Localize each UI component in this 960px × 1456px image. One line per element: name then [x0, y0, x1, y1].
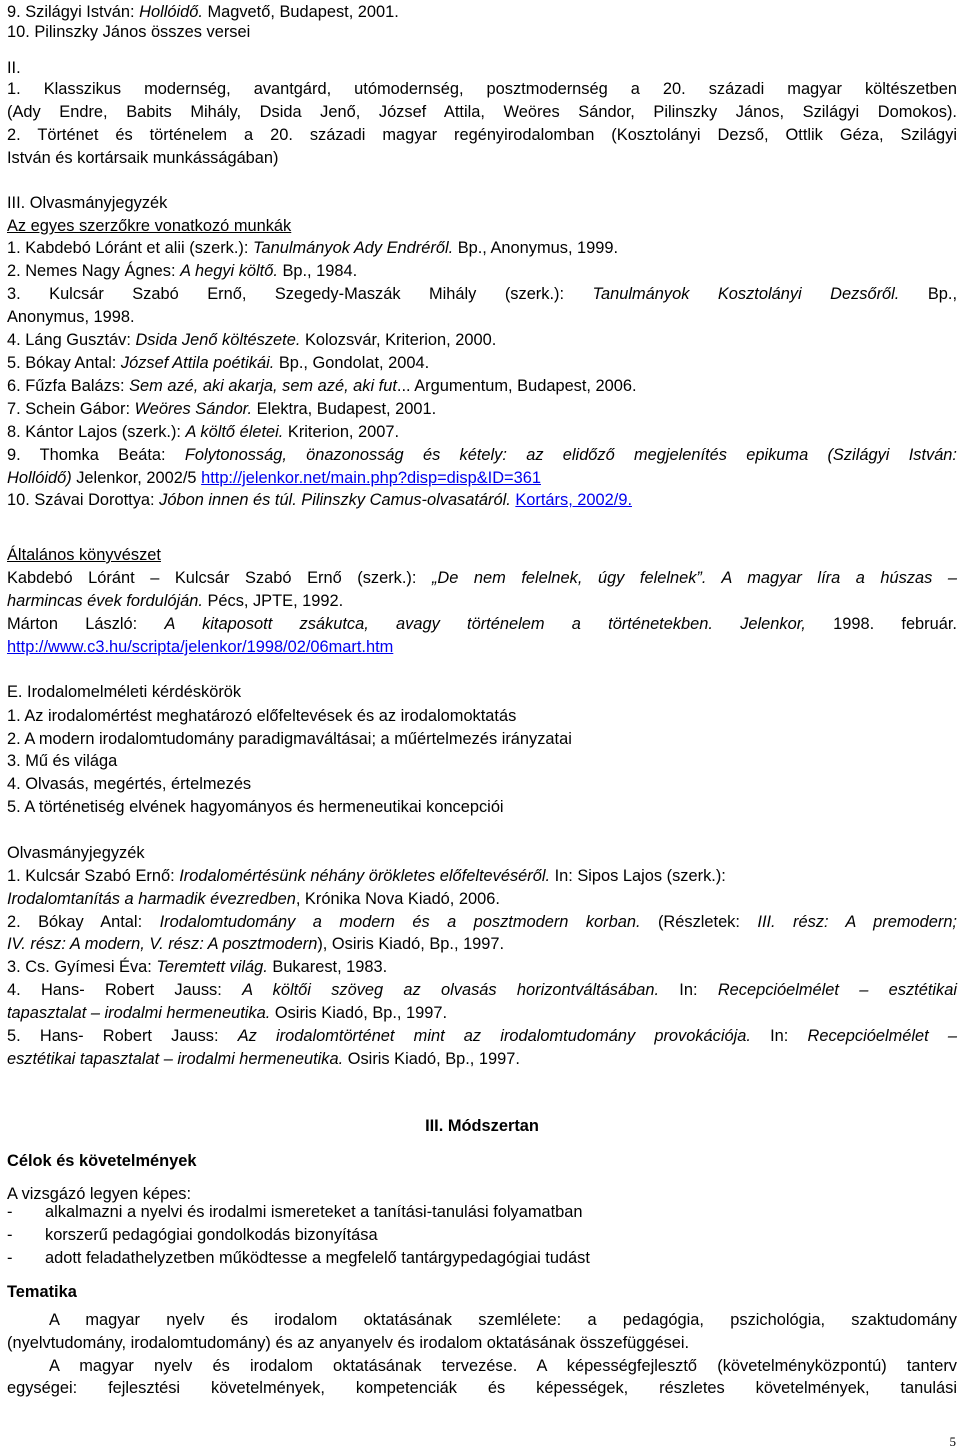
section-heading: Olvasmányjegyzék: [7, 844, 145, 862]
list-item: 6. Fűzfa Balázs: Sem azé, aki akarja, sem azé, aki fut... Argumentum, Budapest, 2006.: [7, 377, 637, 395]
list-item: 1. Kabdebó Lóránt et alii (szerk.): Tanulmányok Ady Endréről. Bp., Anonymus, 1999.: [7, 239, 619, 257]
paragraph-line: Kabdebó Lóránt – Kulcsár Szabó Ernő (szerk.): „De nem felelnek, úgy felelnek”. A magyar líra a húszas –: [7, 569, 957, 587]
section-heading: Általános könyvészet: [7, 546, 161, 564]
list-item: 4. Hans- Robert Jauss: A költői szöveg az olvasás horizontváltásában. In: Recepcióelmélet – esztétikai: [7, 981, 957, 999]
paragraph-line: István és kortársaik munkásságában): [7, 149, 279, 167]
paragraph-line: Márton László: A kitaposott zsákutca, avagy történelem a történetekben. Jelenkor, 1998. február.: [7, 615, 957, 633]
paragraph-line: A magyar nyelv és irodalom oktatásának tervezése. A képességfejlesztő (követelményközpontú) tanterv: [49, 1357, 957, 1375]
intro-text: A vizsgázó legyen képes:: [7, 1185, 192, 1203]
list-item: 10. Szávai Dorottya: Jóbon innen és túl. Pilinszky Camus-olvasatáról. Kortárs, 2002/9.: [7, 491, 632, 509]
list-item: 9. Thomka Beáta: Folytonosság, önazonosság és kétely: az elidőző megjelenítés epikuma (Szilágyi István:: [7, 446, 957, 464]
paragraph-line: (Ady Endre, Babits Mihály, Dsida Jenő, József Attila, Weöres Sándor, Pilinszky János, Szilágyi Domokos).: [7, 103, 957, 121]
list-item: 10. Pilinszky János összes versei: [7, 23, 251, 41]
list-item: 1. Az irodalomértést meghatározó előfeltevések és az irodalomoktatás: [7, 707, 517, 725]
list-item: 9. Szilágyi István: Hollóidő. Magvető, Budapest, 2001.: [7, 3, 399, 21]
paragraph-line: 1. Klasszikus modernség, avantgárd, utómodernség, posztmodernség a 20. századi magyar költészetben: [7, 80, 957, 98]
list-item: Hollóidő) Jelenkor, 2002/5 http://jelenkor.net/main.php?disp=disp&ID=361: [7, 469, 541, 487]
list-item: Irodalomtanítás a harmadik évezredben, Krónika Nova Kiadó, 2006.: [7, 890, 500, 908]
c3-link[interactable]: http://www.c3.hu/scripta/jelenkor/1998/02/06mart.htm: [7, 638, 394, 656]
list-item: 4. Olvasás, megértés, értelmezés: [7, 775, 252, 793]
section-heading: E. Irodalomelméleti kérdéskörök: [7, 683, 242, 701]
chapter-heading: III. Módszertan: [425, 1117, 539, 1135]
list-item: IV. rész: A modern, V. rész: A posztmodern), Osiris Kiadó, Bp., 1997.: [7, 935, 505, 953]
list-item: 3. Cs. Gyímesi Éva: Teremtett világ. Bukarest, 1983.: [7, 958, 388, 976]
list-item: 7. Schein Gábor: Weöres Sándor. Elektra, Budapest, 2001.: [7, 400, 437, 418]
page-number: 5: [949, 1434, 956, 1449]
list-item: esztétikai tapasztalat – irodalmi hermeneutika. Osiris Kiadó, Bp., 1997.: [7, 1050, 520, 1068]
bullet-item: - adott feladathelyzetben működtesse a megfelelő tantárgypedagógiai tudást: [7, 1249, 590, 1267]
section-heading: II.: [7, 59, 21, 77]
subheading: Az egyes szerzőkre vonatkozó munkák: [7, 217, 292, 235]
list-item: 8. Kántor Lajos (szerk.): A költő életei. Kriterion, 2007.: [7, 423, 400, 441]
paragraph-line: egységei: fejlesztési követelmények, kompetenciák és képességek, részletes követelmények, tanulási: [7, 1379, 957, 1397]
list-item: 2. Bókay Antal: Irodalomtudomány a modern és a posztmodern korban. (Részletek: III. rész: A premodern;: [7, 913, 957, 931]
list-item: Anonymus, 1998.: [7, 308, 135, 326]
list-item: 5. Hans- Robert Jauss: Az irodalomtörténet mint az irodalomtudomány provokációja. In: Recepcióelmélet –: [7, 1027, 958, 1045]
section-heading: III. Olvasmányjegyzék: [7, 194, 168, 212]
paragraph-line: A magyar nyelv és irodalom oktatásának szemlélete: a pedagógia, pszichológia, szaktudomány: [49, 1311, 957, 1329]
list-item: 5. Bókay Antal: József Attila poétikái. Bp., Gondolat, 2004.: [7, 354, 430, 372]
jelenkor-link[interactable]: http://jelenkor.net/main.php?disp=disp&ID=361: [201, 469, 541, 487]
bullet-item: - alkalmazni a nyelvi és irodalmi ismereteket a tanítási-tanulási folyamatban: [7, 1203, 583, 1221]
kortars-link[interactable]: Kortárs, 2002/9.: [515, 491, 632, 509]
section-heading: Tematika: [7, 1283, 77, 1301]
paragraph-line: 2. Történet és történelem a 20. századi magyar regényirodalomban (Kosztolányi Dezső, Ottlik Géza, Szilágyi: [7, 126, 957, 144]
section-heading: Célok és követelmények: [7, 1152, 197, 1170]
list-item: 4. Láng Gusztáv: Dsida Jenő költészete. Kolozsvár, Kriterion, 2000.: [7, 331, 497, 349]
bullet-item: - korszerű pedagógiai gondolkodás bizonyítása: [7, 1226, 378, 1244]
list-item: 2. Nemes Nagy Ágnes: A hegyi költő. Bp., 1984.: [7, 262, 358, 280]
list-item: 5. A történetiség elvének hagyományos és hermeneutikai koncepciói: [7, 798, 504, 816]
list-item: 3. Mű és világa: [7, 752, 118, 770]
list-item: 2. A modern irodalomtudomány paradigmaváltásai; a műértelmezés irányzatai: [7, 730, 572, 748]
list-item: 3. Kulcsár Szabó Ernő, Szegedy-Maszák Mihály (szerk.): Tanulmányok Kosztolányi Dezsőről. Bp.,: [7, 285, 957, 303]
list-item: tapasztalat – irodalmi hermeneutika. Osiris Kiadó, Bp., 1997.: [7, 1004, 448, 1022]
list-item: 1. Kulcsár Szabó Ernő: Irodalomértésünk néhány örökletes előfeltevéséről. In: Sipos Lajos (szerk.):: [7, 867, 726, 885]
paragraph-line: harmincas évek fordulóján. Pécs, JPTE, 1992.: [7, 592, 344, 610]
paragraph-line: (nyelvtudomány, irodalomtudomány) és az anyanyelv és irodalom oktatásának összefüggései.: [7, 1334, 690, 1352]
